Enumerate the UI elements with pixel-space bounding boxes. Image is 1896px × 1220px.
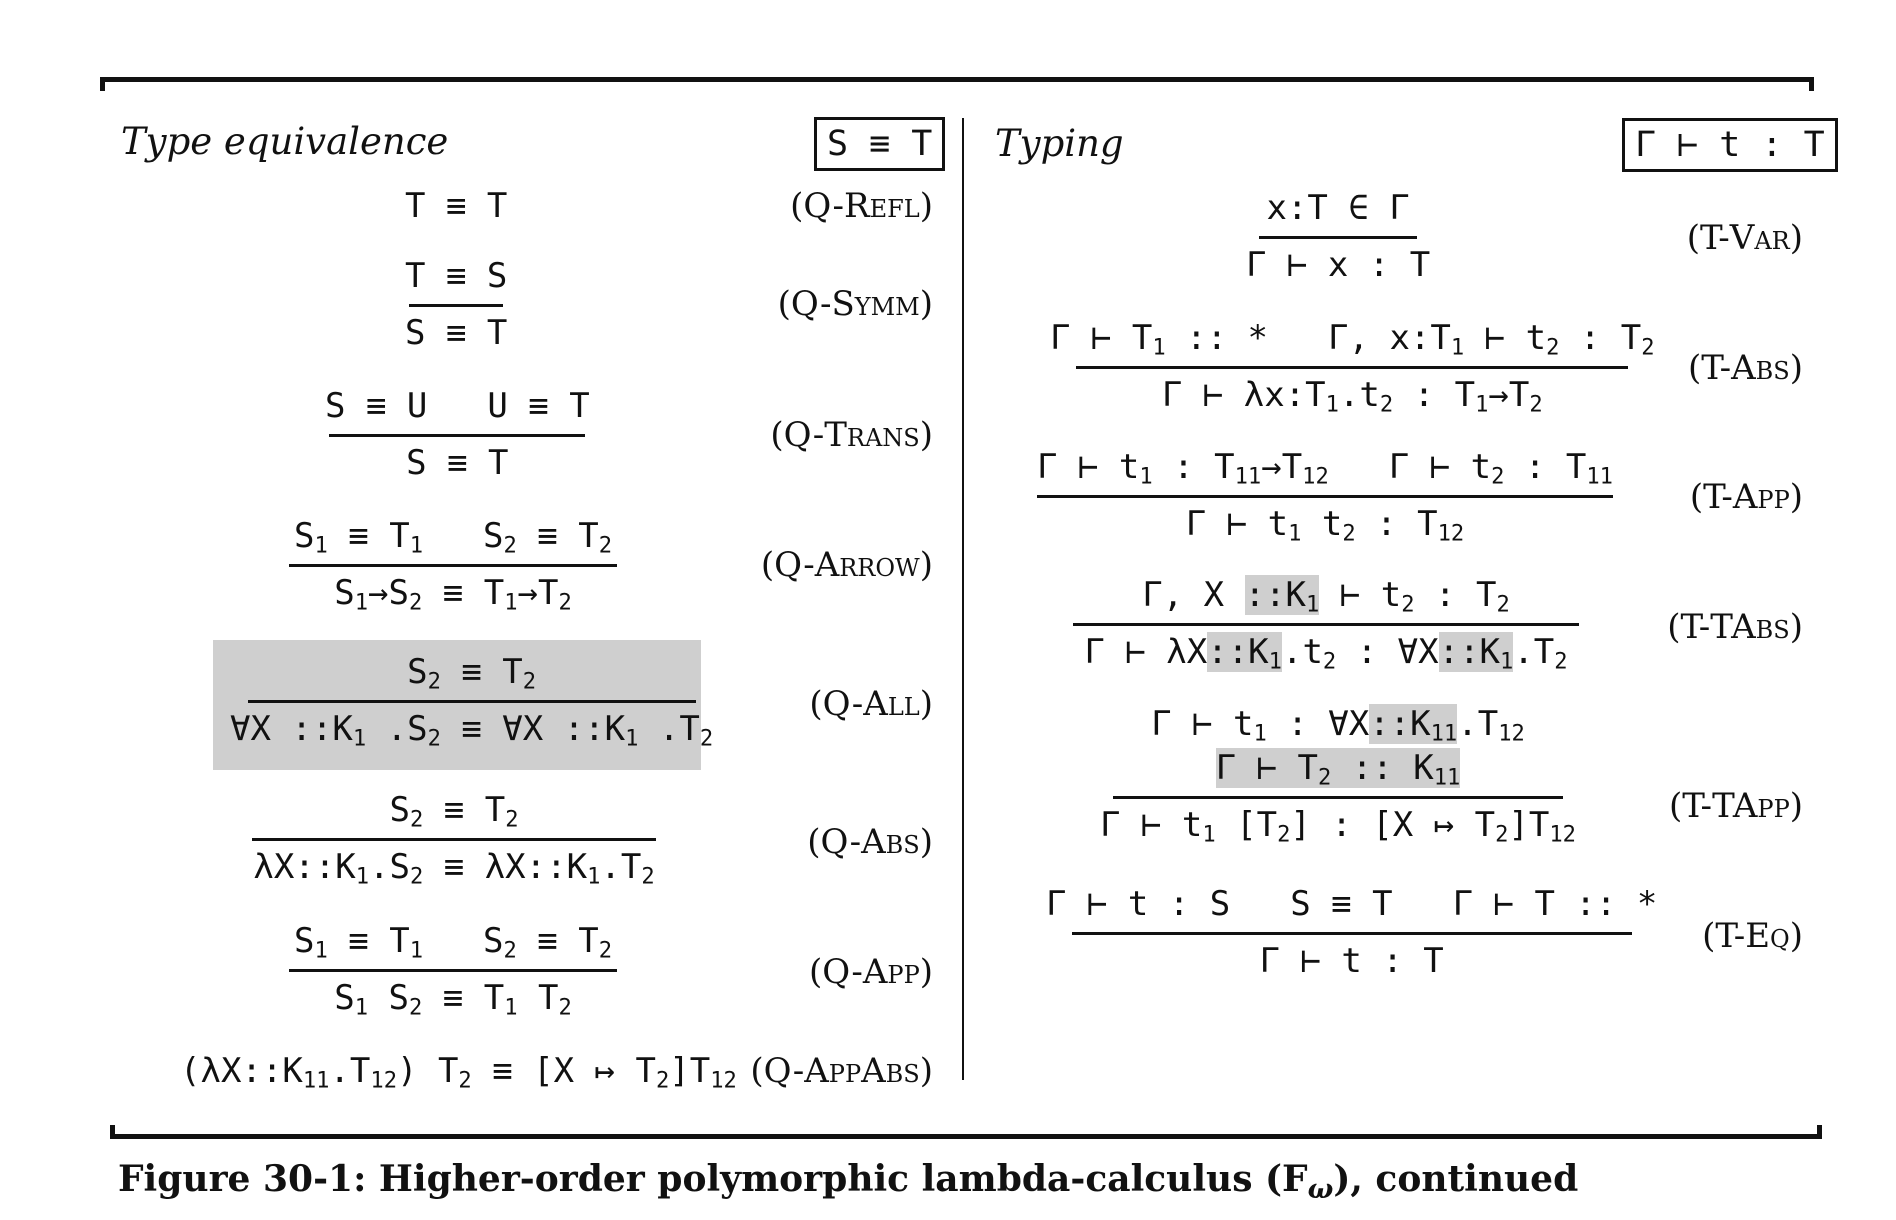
q-symm-rule: T ≡ S S ≡ T [405,256,508,353]
type-equivalence-judgment: S ≡ T [814,117,945,171]
type-equivalence-heading: Type equivalence [121,120,449,163]
typing-judgment: Γ ⊢ t : T [1622,118,1838,172]
t-abs-name: (T-Abs) [1688,348,1803,388]
q-appabs-name: (Q-AppAbs) [750,1051,933,1091]
q-symm-name: (Q-Symm) [777,284,933,324]
typing-heading: Typing [995,122,1124,165]
q-arrow-name: (Q-Arrow) [760,545,933,585]
q-trans-rule: S ≡ U U ≡ T S ≡ T [325,386,590,483]
q-all-name: (Q-All) [809,684,933,724]
q-app-name: (Q-App) [809,952,933,992]
bottom-rule-right-tick [1817,1125,1822,1139]
t-tabs-rule: Γ, X $::K_1$ ⊢ $t_2$ : $T_2$ Γ ⊢ $\lambda X::K_1.t_2$ : $\forall X::K_1.T_2$ [1073,573,1579,674]
q-abs-rule: $S_2 \equiv T_2$ $\lambda X::K_1.S_2$ ≡ $\lambda X::K_1.T_2$ [253,790,655,890]
t-tabs-name: (T-TAbs) [1667,607,1803,647]
column-separator [962,118,964,1080]
top-rule-right-tick [1809,77,1814,91]
bottom-rule-left-tick [110,1125,115,1139]
top-rule-left-tick [100,77,105,91]
q-refl-conclusion: T ≡ T [405,186,508,226]
t-app-name: (T-App) [1689,477,1803,517]
q-arrow-rule: $S_1 \equiv T_1$ $S_2 \equiv T_2$ $S_1\to S_2 \equiv T_1\to T_2$ [289,514,617,615]
top-rule [100,77,1814,82]
t-var-name: (T-Var) [1686,218,1803,258]
t-tapp-rule: Γ ⊢ $t_1$ : $\forall X::K_{11}.T_{12}$ Γ ⊢ $T_2$ :: $K_{11}$ Γ ⊢ $t_1$ $[T_2]$ : [X ↦ $T_2]T_{12}$ [1100,704,1576,848]
t-abs-rule: Γ ⊢ $T_1$ :: * Γ, $x:T_1$ ⊢ $t_2$ : $T_2$ Γ ⊢ $\lambda x:T_1.t_2$ : $T_1\to T_2$ [1050,318,1655,418]
q-abs-name: (Q-Abs) [807,822,933,862]
q-app-rule: $S_1 \equiv T_1$ $S_2 \equiv T_2$ $S_1$ $S_2 \equiv T_1$ $T_2$ [289,919,617,1020]
t-tapp-name: (T-TApp) [1669,786,1803,826]
bottom-rule [110,1134,1822,1139]
q-trans-name: (Q-Trans) [770,415,933,455]
q-all-rule: $S_2 \equiv T_2$ ∀X $::K_1$ $.S_2$ ≡ ∀X $::K_1$ $.T_2$ [230,652,714,752]
q-appabs-conclusion: $(\lambda X::K_{11}.T_{12}) T_2 \equiv [X$ ↦ $T_2]T_{12}$ [180,1051,737,1094]
figure-caption: Figure 30-1: Higher-order polymorphic lambda-calculus (Fω), continued [118,1158,1579,1205]
t-app-rule: Γ ⊢ $t_1$ : $T_{11}\to T_{12}$ Γ ⊢ $t_2$ : $T_{11}$ Γ ⊢ $t_1$ $t_2$ : $T_{12}$ [1037,447,1613,547]
t-eq-rule: Γ ⊢ t : S S ≡ T Γ ⊢ T :: * Γ ⊢ t : T [1046,884,1658,981]
t-var-rule: x:T ∈ Γ Γ ⊢ x : T [1246,188,1431,285]
t-eq-name: (T-Eq) [1702,916,1803,956]
q-refl-name: (Q-Refl) [790,186,933,226]
